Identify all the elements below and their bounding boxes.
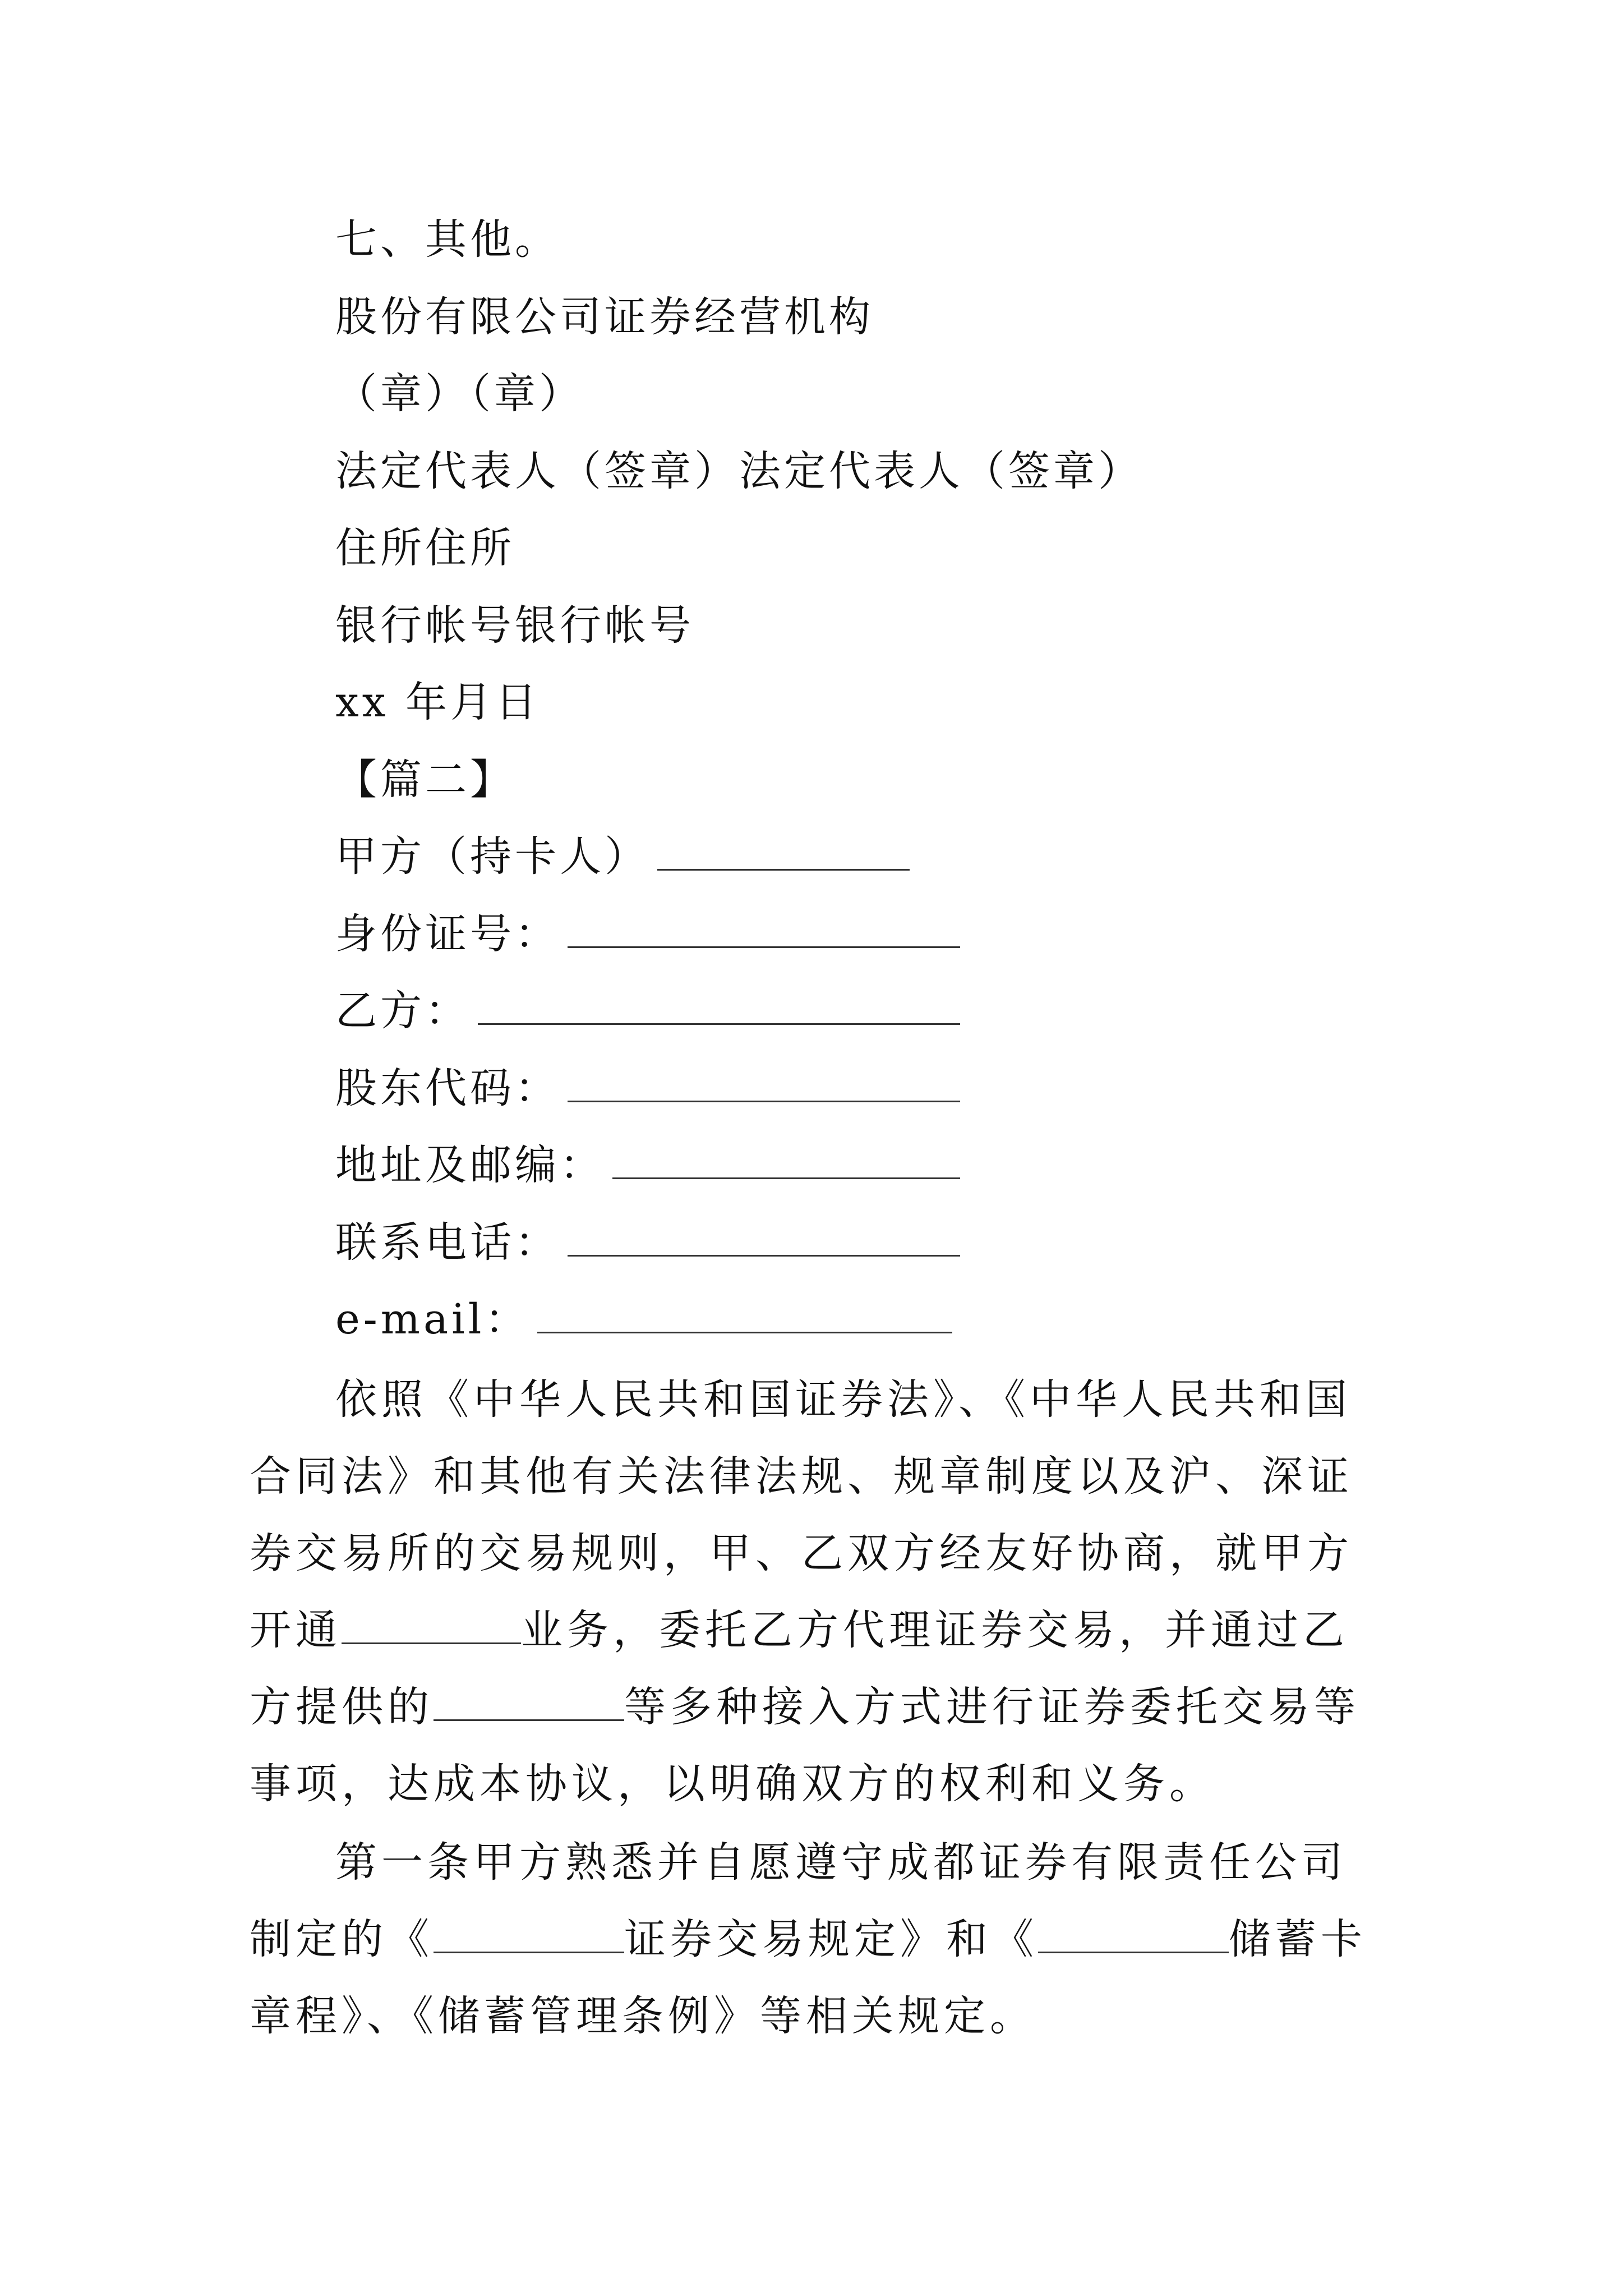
party-a-field [335, 826, 910, 887]
shareholder-code-blank[interactable] [568, 1069, 960, 1102]
article-one-text-3: 储蓄卡章程》、《储蓄管理条例》等相关规定。 [250, 1915, 1367, 2040]
shareholder-code-label: 股东代码： [335, 1064, 560, 1112]
phone-label: 联系电话： [335, 1218, 560, 1267]
shareholder-code-field [335, 1057, 960, 1119]
intro-text-3: 等多种接入方式进行证券委托交易等事项，达成本协议，以明确双方的权利和义务。 [250, 1683, 1360, 1808]
article-one-paragraph [250, 1824, 1388, 2055]
signature-institution: 股份有限公司证券经营机构 [335, 293, 874, 341]
party-b-field [335, 980, 960, 1042]
email-blank[interactable] [537, 1300, 952, 1333]
address-blank[interactable] [612, 1146, 960, 1179]
access-method-blank[interactable] [434, 1688, 624, 1721]
email-field [335, 1289, 952, 1350]
party-a-label: 甲方（持卡人） [335, 832, 649, 881]
article-one-text-2: 证券交易规定》和《 [624, 1915, 1038, 1963]
section-seven-heading: 七、其他。 [335, 215, 560, 264]
rules-name-blank[interactable] [434, 1920, 624, 1953]
intro-text-1: 依照《中华人民共和国证券法》、《中华人民共和国合同法》和其他有关法律法规、规章制度以及沪、深证券交易所的交易规则，甲、乙双方经友好协商，就甲方开通 [250, 1375, 1353, 1654]
section-two-heading: 【篇二】 [335, 756, 515, 804]
party-a-blank[interactable] [657, 838, 910, 871]
signature-date: xx 年月日 [335, 678, 540, 726]
signature-legal-rep: 法定代表人（签章）法定代表人（签章） [335, 447, 1143, 495]
signature-seal: （章）（章） [335, 370, 584, 418]
party-b-label: 乙方： [335, 987, 470, 1035]
signature-bank-account: 银行帐号银行帐号 [335, 601, 694, 650]
phone-field [335, 1212, 960, 1273]
party-b-blank[interactable] [478, 992, 960, 1025]
card-name-blank[interactable] [1038, 1920, 1229, 1953]
id-number-label: 身份证号： [335, 910, 560, 958]
intro-paragraph [250, 1361, 1388, 1823]
business-type-blank[interactable] [342, 1611, 521, 1644]
email-label: e-mail： [335, 1295, 530, 1343]
article-one-text-1: 第一条甲方熟悉并自愿遵守成都证券有限责任公司制定的《 [250, 1838, 1347, 1963]
address-field [335, 1134, 960, 1196]
signature-address: 住所住所 [335, 524, 515, 572]
phone-blank[interactable] [568, 1223, 960, 1257]
address-label: 地址及邮编： [335, 1141, 605, 1189]
id-number-blank[interactable] [568, 915, 960, 948]
intro-text-2: 业务，委托乙方代理证券交易，并通过乙方提供的 [250, 1606, 1349, 1731]
id-number-field [335, 903, 960, 965]
